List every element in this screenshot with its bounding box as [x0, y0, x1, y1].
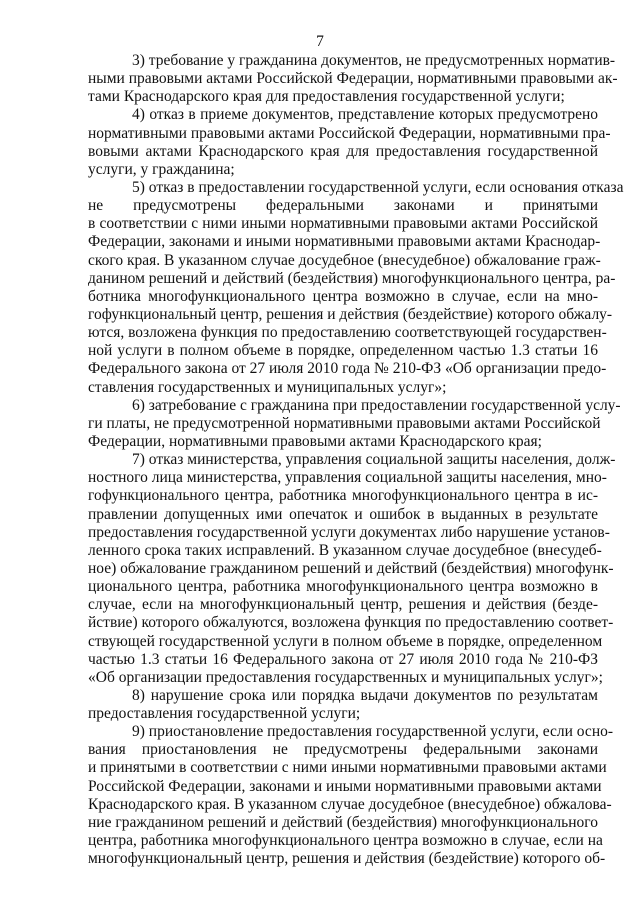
text-line: вания приостановления не предусмотрены федеральными законами [88, 741, 598, 759]
paragraph-item-9 [88, 723, 614, 868]
text-line: Российской Федерации, законами и иными нормативными правовыми актами [88, 777, 602, 795]
paragraph-item-6 [88, 396, 621, 451]
text-line: гофункциональный центр, решения и действия (бездействие) которого обжалу- [88, 305, 613, 323]
text-line: ского края. В указанном случае досудебное (внесудебное) обжалование граж- [88, 251, 601, 269]
paragraph-item-7 [88, 451, 616, 687]
paragraph-item-5 [88, 178, 624, 397]
text-line: 3) требование у гражданина документов, не предусмотренных норматив- [132, 52, 616, 69]
text-line: и принятыми в соответствии с ними иными нормативными правовыми актами [88, 759, 607, 777]
text-line: случае, если на многофункциональный центр, решения и действия (безде- [88, 596, 598, 614]
text-line: предоставления государственной услуги документах либо нарушение установ- [88, 523, 610, 541]
text-line: 8) нарушение срока или порядка выдачи документов по результатам [132, 686, 598, 704]
text-line: многофункциональный центр, решения и действия (бездействие) которого об- [88, 850, 606, 868]
text-line: центра, работника многофункционального центра возможно в случае, если на [88, 832, 603, 850]
text-line: частью 1.3 статьи 16 Федерального закона от 27 июля 2010 года № 210-ФЗ [88, 650, 598, 668]
text-line: ными правовыми актами Российской Федерации, нормативными правовыми ак- [88, 70, 618, 88]
paragraph-item-4 [88, 106, 611, 179]
text-line: ное) обжалование гражданином решений и действий (бездействия) многофунк- [88, 559, 614, 577]
text-line: ги платы, не предусмотренной нормативными правовыми актами Российской [88, 414, 601, 432]
text-line: Федерального закона от 27 июля 2010 года № 210-ФЗ «Об организации предо- [88, 360, 607, 378]
paragraph-item-8 [88, 687, 598, 723]
page-number: 7 [316, 33, 324, 50]
text-line: правлении допущенных ими опечаток и ошибок в выданных в результате [88, 505, 598, 523]
text-line: 6) затребование с гражданина при предоставлении государственной услу- [132, 396, 621, 414]
text-line: ционального центра, работника многофункционального центра возможно в [88, 578, 598, 596]
text-line: тами Краснодарского края для предоставления государственной услуги; [88, 88, 565, 106]
text-line: Федерации, нормативными правовыми актами Краснодарского края; [88, 432, 542, 450]
text-line: ленного срока таких исправлений. В указанном случае досудебное (внесудеб- [88, 541, 602, 559]
text-line: данином решений и действий (бездействия) многофункционального центра, ра- [88, 269, 616, 287]
text-line: ставления государственных и муниципальных услуг»; [88, 378, 447, 396]
text-line: ной услуги в полном объеме в порядке, определенном частью 1.3 статьи 16 [88, 342, 598, 360]
text-line: Краснодарского края. В указанном случае досудебное (внесудебное) обжалова- [88, 795, 612, 813]
text-line: ются, возложена функция по предоставлению соответствующей государствен- [88, 324, 607, 342]
text-line: в соответствии с ними иными нормативными правовыми актами Российской [88, 215, 598, 233]
text-line: Федерации, законами и иными нормативными правовыми актами Краснодар- [88, 233, 601, 251]
text-line: услуги, у гражданина; [88, 160, 235, 178]
text-line: 9) приостановление предоставления государственной услуги, если осно- [132, 723, 614, 741]
text-line: не предусмотрены федеральными законами и принятыми [88, 197, 598, 215]
text-line: ние гражданином решений и действий (бездействия) многофункционального [88, 813, 598, 831]
paragraph-item-3 [88, 52, 618, 106]
text-line: 5) отказ в предоставлении государственной услуги, если основания отказа [132, 178, 624, 196]
text-line: 4) отказ в приеме документов, представление которых предусмотрено [132, 106, 598, 124]
text-line: предоставления государственной услуги; [88, 705, 361, 723]
text-line: вовыми актами Краснодарского края для предоставления государственной [88, 142, 598, 160]
text-line: йствие) которого обжалуются, возложена функция по предоставлению соответ- [88, 614, 614, 632]
text-line: гофункционального центра, работника многофункционального центра в ис- [88, 487, 598, 505]
text-line: «Об организации предоставления государственных и муниципальных услуг»; [88, 668, 603, 686]
text-line: 7) отказ министерства, управления социальной защиты населения, долж- [132, 451, 616, 469]
text-line: ботника многофункционального центра возможно в случае, если на мно- [88, 287, 598, 305]
document-body [88, 52, 624, 868]
text-line: нормативными правовыми актами Российской Федерации, нормативными пра- [88, 124, 611, 142]
text-line: ствующей государственной услуги в полном объеме в порядке, определенном [88, 632, 603, 650]
text-line: ностного лица министерства, управления социальной защиты населения, мно- [88, 469, 607, 487]
